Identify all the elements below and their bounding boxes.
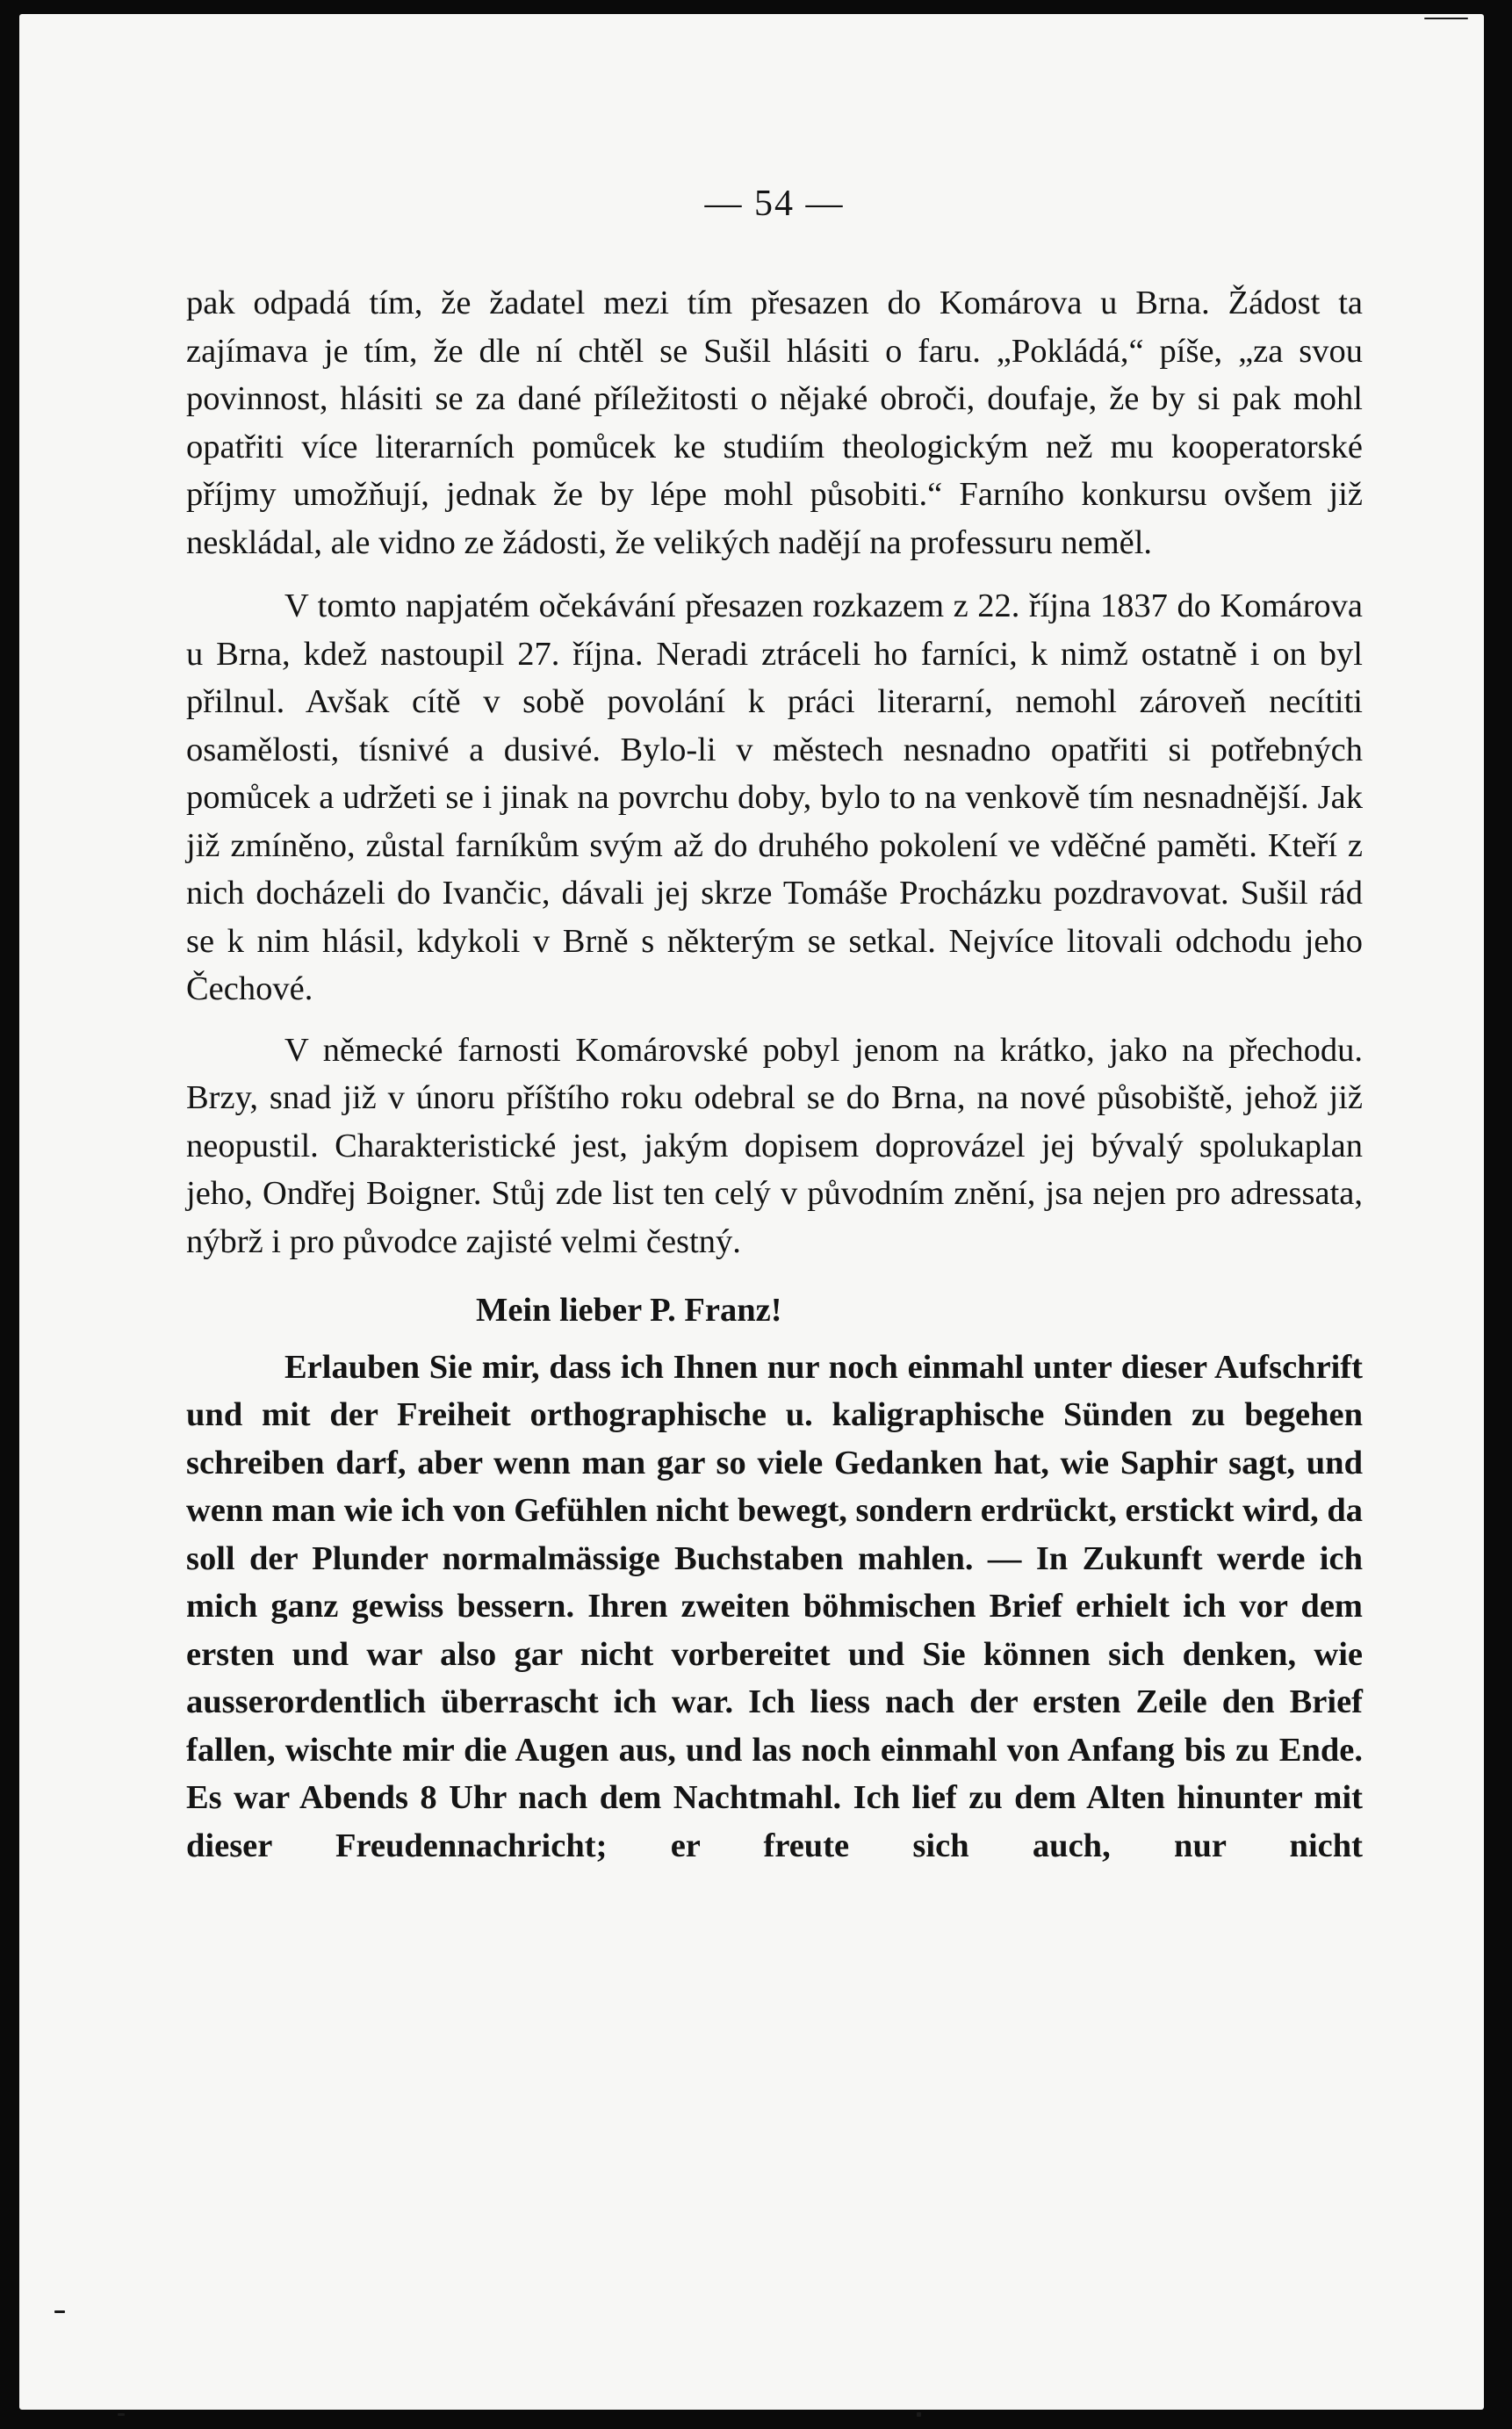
speck <box>118 2413 125 2416</box>
paragraph-2: V tomto napjatém očekávání přesazen rozkazem z 22. října 1837 do Komárova u Brna, kdež nastoupil 27. října. Neradi ztráceli ho farníci, k nimž ostatně i on byl přilnul. Avšak cítě v sobě povolání k práci literarní, nemohl zároveň necítiti osamělosti, tísnivé a dusivé. Bylo-li v městech nesnadno opatřiti si potřebných pomůcek a udržeti se i jinak na povrchu doby, bylo to na venkově tím nesnadnější. Jak již zmíněno, zůstal farníkům svým až do druhého pokolení ve vděčné paměti. Kteří z nich docházeli do Ivančic, dávali jej skrze Tomáše Procházku pozdravovat. Sušil rád se k nim hlásil, kdykoli v Brně s některým se setkal. Nejvíce litovali odchodu jeho Čechové. <box>186 587 1363 1007</box>
speck <box>917 2412 921 2417</box>
letter-body: Erlauben Sie mir, dass ich Ihnen nur noch einmahl unter dieser Aufschrift und mit der Freiheit orthographische u. kaligraphische Sünden zu begehen schreiben darf, aber wenn man gar so viele Gedanken hat, wie Saphir sagt, und wenn man wie ich von Gefühlen nicht bewegt, sondern erdrückt, erstickt wird, da soll der Plunder normalmässige Buchstaben mahlen. — In Zukunft werde ich mich ganz gewiss bessern. Ihren zweiten böhmischen Brief erhielt ich vor dem ersten und war also gar nicht vorbereitet und Sie können sich denken, wie ausserordentlich überrascht ich war. Ich liess nach der ersten Zeile den Brief fallen, wischte mir die Augen aus, und las noch einmahl von Anfang bis zu Ende. Es war Abends 8 Uhr nach dem Nachtmahl. Ich lief zu dem Alten hinunter mit dieser Freudennachricht; er freute sich auch, nur nicht <box>186 1348 1363 1864</box>
paragraph-1: pak odpadá tím, že žadatel mezi tím přesazen do Komárova u Brna. Žádost ta zajímava je tím, že dle ní chtěl se Sušil hlásiti o faru. „Pokládá,“ píše, „za svou povinnost, hlásiti se za dané příležitosti o nějaké obroči, doufaje, že by si pak mohl opatřiti více literarních pomůcek ke studiím theologickým než mu kooperatorské příjmy umožňují, jednak že by lépe mohl působiti.“ Farního konkursu ovšem již neskládal, ale vidno ze žádosti, že velikých nadějí na professuru neměl. <box>186 285 1363 561</box>
body-text <box>186 279 1363 1870</box>
speck <box>1424 18 1468 19</box>
speck <box>54 2310 65 2313</box>
scanned-page <box>19 14 1484 2410</box>
paragraph-3: V německé farnosti Komárovské pobyl jenom na krátko, jako na přechodu. Brzy, snad již v únoru příštího roku odebral se do Brna, na nové působiště, jehož již neopustil. Charakteristické jest, jakým dopisem doprovázel jej bývalý spolukaplan jeho, Ondřej Boigner. Stůj zde list ten celý v původním znění, jsa nejen pro adressata, nýbrž i pro původce zajisté velmi čestný. <box>186 1031 1363 1260</box>
letter-salutation: Mein lieber P. Franz! <box>476 1292 782 1329</box>
page-number: — 54 — <box>704 184 845 224</box>
